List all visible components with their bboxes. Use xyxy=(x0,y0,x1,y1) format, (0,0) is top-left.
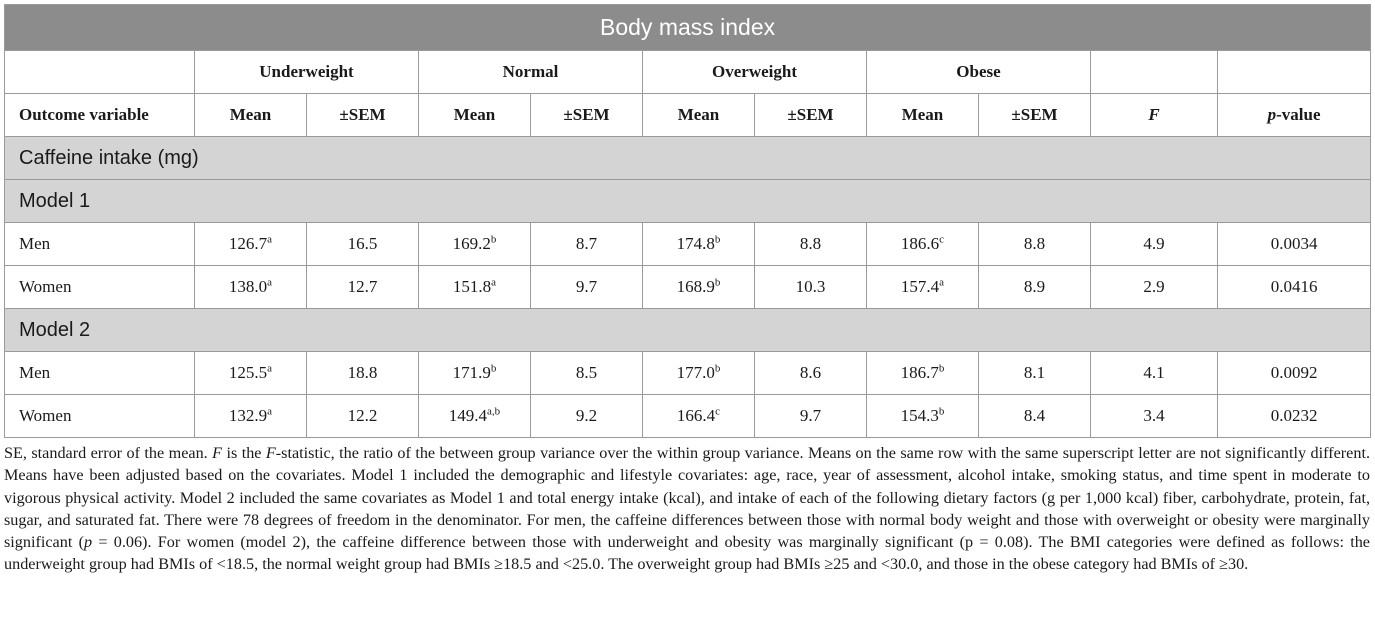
obese-sem-cell xyxy=(979,395,1091,438)
overweight-mean-cell xyxy=(643,395,755,438)
cell-value: 4.9 xyxy=(1143,234,1165,253)
cell-value: 0.0034 xyxy=(1270,234,1318,253)
cell-value: 149.4 xyxy=(448,406,488,425)
cell-value: 9.7 xyxy=(799,406,822,425)
cell-value: 8.8 xyxy=(799,234,822,253)
superscript-letter: a xyxy=(939,276,945,289)
cell-value: 168.9 xyxy=(676,277,715,296)
cell-value: 0.0092 xyxy=(1270,363,1318,382)
group-header-normal: Normal xyxy=(419,51,643,94)
sem-header: ±SEM xyxy=(531,94,643,137)
overweight-sem-cell xyxy=(755,266,867,309)
table-row xyxy=(5,352,1371,395)
outcome-variable-header: Outcome variable xyxy=(5,94,195,137)
cell-value: 154.3 xyxy=(900,406,939,425)
p-value-suffix: -value xyxy=(1276,105,1321,124)
table-row xyxy=(5,266,1371,309)
section-caffeine-intake: Caffeine intake (mg) xyxy=(5,137,1371,180)
cell-value: 171.9 xyxy=(452,363,491,382)
sem-header: ±SEM xyxy=(979,94,1091,137)
table-footnote xyxy=(4,442,1370,576)
footnote-text: SE, standard error of the mean. xyxy=(4,444,213,462)
mean-header: Mean xyxy=(867,94,979,137)
overweight-mean-cell xyxy=(643,266,755,309)
cell-value: 18.8 xyxy=(347,363,378,382)
cell-value: 186.6 xyxy=(900,234,940,253)
empty-f-header-cell xyxy=(1091,51,1218,94)
overweight-sem-cell xyxy=(755,395,867,438)
obese-sem-cell xyxy=(979,266,1091,309)
footnote-f: F xyxy=(212,444,223,462)
overweight-mean-cell xyxy=(643,223,755,266)
cell-value: 8.4 xyxy=(1023,406,1046,425)
cell-value: 177.0 xyxy=(676,363,715,382)
f-statistic-cell xyxy=(1091,223,1218,266)
p-letter: p xyxy=(1267,105,1277,124)
cell-value: 8.8 xyxy=(1023,234,1046,253)
underweight-mean-cell xyxy=(195,352,307,395)
cell-value: 0.0416 xyxy=(1270,277,1318,296)
cell-value: 169.2 xyxy=(452,234,491,253)
overweight-sem-cell xyxy=(755,352,867,395)
overweight-mean-cell xyxy=(643,352,755,395)
underweight-mean-cell xyxy=(195,223,307,266)
superscript-letter: a,b xyxy=(487,405,501,418)
cell-value: 12.2 xyxy=(347,406,378,425)
p-value-cell xyxy=(1218,266,1371,309)
superscript-letter: a xyxy=(267,233,273,246)
row-label: Men xyxy=(5,352,195,395)
group-header-obese: Obese xyxy=(867,51,1091,94)
group-header-overweight: Overweight xyxy=(643,51,867,94)
empty-corner-cell xyxy=(5,51,195,94)
cell-value: 0.0232 xyxy=(1270,406,1318,425)
cell-value: 12.7 xyxy=(347,277,378,296)
cell-value: 9.2 xyxy=(575,406,598,425)
obese-mean-cell xyxy=(867,395,979,438)
cell-value: 174.8 xyxy=(676,234,715,253)
cell-value: 186.7 xyxy=(900,363,939,382)
mean-header: Mean xyxy=(195,94,307,137)
underweight-sem-cell xyxy=(307,223,419,266)
superscript-letter: b xyxy=(714,276,721,289)
cell-value: 166.4 xyxy=(676,406,716,425)
normal-mean-cell xyxy=(419,352,531,395)
row-label: Men xyxy=(5,223,195,266)
obese-mean-cell xyxy=(867,352,979,395)
cell-value: 138.0 xyxy=(228,277,268,296)
table-row xyxy=(5,223,1371,266)
normal-mean-cell xyxy=(419,395,531,438)
section-model-1: Model 1 xyxy=(5,180,1371,223)
cell-value: 8.9 xyxy=(1023,277,1046,296)
normal-sem-cell xyxy=(531,395,643,438)
superscript-letter: a xyxy=(267,276,273,289)
superscript-letter: a xyxy=(267,362,273,375)
p-value-cell xyxy=(1218,395,1371,438)
table-row xyxy=(5,395,1371,438)
cell-value: 126.7 xyxy=(228,234,268,253)
underweight-sem-cell xyxy=(307,352,419,395)
underweight-mean-cell xyxy=(195,266,307,309)
mean-header: Mean xyxy=(419,94,531,137)
superscript-letter: b xyxy=(938,405,945,418)
normal-sem-cell xyxy=(531,352,643,395)
superscript-letter: b xyxy=(490,362,497,375)
superscript-letter: c xyxy=(715,405,721,418)
underweight-sem-cell xyxy=(307,266,419,309)
results-table-container xyxy=(4,4,1370,438)
overweight-sem-cell xyxy=(755,223,867,266)
p-value-cell xyxy=(1218,223,1371,266)
f-statistic-cell xyxy=(1091,266,1218,309)
cell-value: 4.1 xyxy=(1143,363,1165,382)
superscript-letter: b xyxy=(938,362,945,375)
cell-value: 151.8 xyxy=(452,277,492,296)
cell-value: 2.9 xyxy=(1143,277,1165,296)
table-title: Body mass index xyxy=(5,5,1371,51)
mean-header: Mean xyxy=(643,94,755,137)
obese-sem-cell xyxy=(979,223,1091,266)
p-value-header xyxy=(1218,94,1371,137)
cell-value: 8.6 xyxy=(799,363,822,382)
cell-value: 132.9 xyxy=(228,406,268,425)
cell-value: 8.5 xyxy=(575,363,598,382)
row-label: Women xyxy=(5,266,195,309)
p-value-cell xyxy=(1218,352,1371,395)
footnote-text: = 0.06). For women (model 2), the caffeine difference between those with underweight and obesity was marginally significant (p = 0.08). The BMI categories were defined as follows: the underweight group had BMIs of <18.5, the normal weight group had BMIs ≥18.5 and <25.0. The overweight group had BMIs ≥25 and <30.0, and those in the obese category had BMIs of ≥30. xyxy=(4,533,1370,574)
cell-value: 16.5 xyxy=(347,234,378,253)
superscript-letter: a xyxy=(267,405,273,418)
f-statistic-cell xyxy=(1091,352,1218,395)
footnote-p: p xyxy=(83,533,93,552)
superscript-letter: b xyxy=(714,233,721,246)
footnote-text: -statistic, the ratio of the between group variance over the within group variance. Means on the same row with the same superscript letter are not significantly different. Means have been adjusted based on the covariates. Model 1 included the demographic and lifestyle covariates: age, race, year of assessment, alcohol intake, smoking status, and time spent in moderate to vigorous physical activity. Model 2 included the same covariates as Model 1 and total energy intake (kcal), and intake of each of the following dietary factors (g per 1,000 kcal) fiber, carbohydrate, protein, fat, sugar, and saturated fat. There were 78 degrees of freedom in the denominator. For men, the caffeine differences between those with normal body weight and those with overweight or obesity were marginally significant ( xyxy=(4,444,1371,552)
sem-header: ±SEM xyxy=(307,94,419,137)
obese-sem-cell xyxy=(979,352,1091,395)
cell-value: 125.5 xyxy=(228,363,268,382)
superscript-letter: b xyxy=(490,233,497,246)
f-statistic-header: F xyxy=(1091,94,1218,137)
cell-value: 3.4 xyxy=(1143,406,1165,425)
row-label: Women xyxy=(5,395,195,438)
section-model-2: Model 2 xyxy=(5,309,1371,352)
normal-sem-cell xyxy=(531,223,643,266)
group-header-underweight: Underweight xyxy=(195,51,419,94)
cell-value: 8.1 xyxy=(1023,363,1046,382)
cell-value: 157.4 xyxy=(900,277,940,296)
superscript-letter: c xyxy=(939,233,945,246)
bmi-results-table xyxy=(4,4,1371,438)
footnote-f: F xyxy=(265,444,276,462)
footnote-text: is the xyxy=(222,444,266,462)
normal-mean-cell xyxy=(419,266,531,309)
sem-header: ±SEM xyxy=(755,94,867,137)
empty-p-header-cell xyxy=(1218,51,1371,94)
f-statistic-cell xyxy=(1091,395,1218,438)
cell-value: 8.7 xyxy=(575,234,598,253)
cell-value: 9.7 xyxy=(575,277,598,296)
cell-value: 10.3 xyxy=(795,277,826,296)
superscript-letter: b xyxy=(714,362,721,375)
obese-mean-cell xyxy=(867,266,979,309)
obese-mean-cell xyxy=(867,223,979,266)
underweight-mean-cell xyxy=(195,395,307,438)
superscript-letter: a xyxy=(491,276,497,289)
normal-mean-cell xyxy=(419,223,531,266)
underweight-sem-cell xyxy=(307,395,419,438)
normal-sem-cell xyxy=(531,266,643,309)
